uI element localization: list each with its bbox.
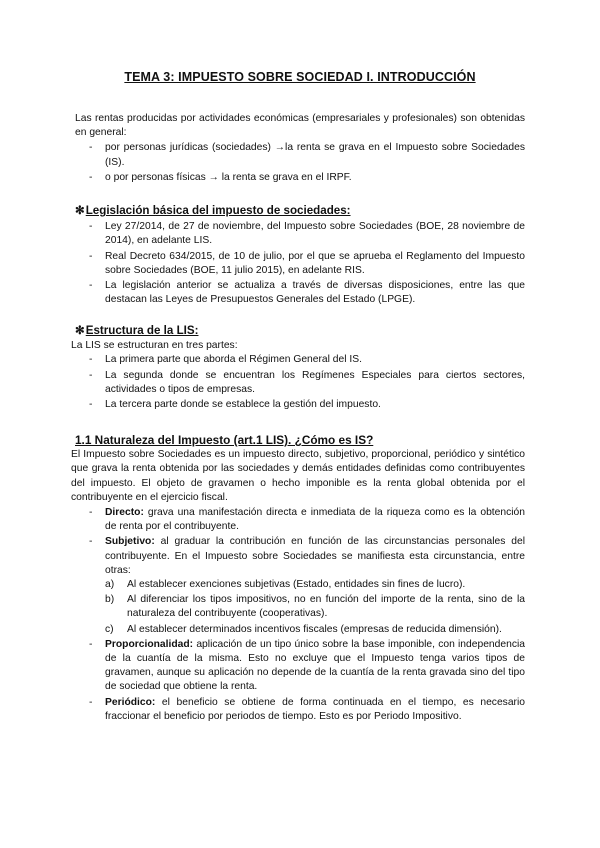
legislacion-heading [75,204,525,218]
sub-list-item [75,578,525,592]
naturaleza-heading: 1.1 Naturaleza del Impuesto (art.1 LIS). ¿Cómo es IS? [75,433,374,447]
naturaleza-list [75,506,525,724]
periodico-text: el beneficio se obtiene de forma continuada en el tiempo, es necesario fraccionar el beneficio por periodos de tiempo. Esto es por Periodo Impositivo. [105,696,525,722]
list-item: - La tercera parte donde se establece la gestión del impuesto. [75,398,525,412]
asterisk-icon: ✻ [75,204,85,217]
list-item: - La segunda donde se encuentran los Regímenes Especiales para ciertos sectores, actividades o tipos de empresas. [75,369,525,397]
sub-list-marker: c) [105,623,114,635]
page-title: TEMA 3: IMPUESTO SOBRE SOCIEDAD I. INTRODUCCIÓN [124,70,476,84]
term-subjetivo: Subjetivo: [105,536,155,548]
list-item: - Real Decreto 634/2015, de 10 de julio, por el que se aprueba el Reglamento del Impuesto sobre Sociedades (BOE, 11 julio 2015), en adelante RIS. [75,250,525,278]
sub-list-text: Al establecer determinados incentivos fiscales (empresas de reducida dimensión). [127,623,502,635]
legislacion-section [75,204,525,308]
sub-list-item [75,593,525,621]
list-item: - La primera parte que aborda el Régimen General del IS. [75,353,525,367]
intro-list [75,141,525,185]
estructura-list [75,353,525,412]
sub-list-text: Al establecer exenciones subjetivas (Estado, entidades sin fines de lucro). [127,579,466,591]
sub-list-marker: b) [105,594,115,606]
list-item: - La legislación anterior se actualiza a través de diversas disposiciones, entre las que destacan las Leyes de Presupuestos Generales del Estado (LPGE). [75,279,525,307]
intro-section [75,112,525,186]
sub-list-item [75,623,525,637]
subjetivo-text: al graduar la contribución en función de las circunstancias personales del contribuyente. En el Impuesto sobre Sociedades se manifiesta esta circunstancia, entre otras: [105,536,525,576]
list-item: - Ley 27/2014, de 27 de noviembre, del Impuesto sobre Sociedades (BOE, 28 noviembre de 2014), en adelante LIS. [75,220,525,248]
term-directo: Directo: [105,507,144,519]
list-item: - o por personas físicas → la renta se grava en el IRPF. [75,171,525,185]
directo-text: grava una manifestación directa e inmediata de la riqueza como es la obtención de renta por el contribuyente. [105,507,525,533]
estructura-intro: La LIS se estructuran en tres partes: [71,340,238,352]
naturaleza-paragraph: El Impuesto sobre Sociedades es un impuesto directo, subjetivo, proporcional, periódico y sintético que grava la renta obtenida por las sociedades y demás entidades definidas como contribuyentes del impuesto. El objeto de gravamen o hecho imponible es la renta global obtenida por el contribuyente en el ejercicio fiscal. [71,449,525,503]
list-item-subjetivo [75,535,525,636]
list-item-directo [75,506,525,534]
legislacion-heading-text: Legislación básica del impuesto de sociedades: [85,204,351,217]
proporcionalidad-text: aplicación de un tipo único sobre la base imponible, con independencia de la cuantía de la misma. Esto no excluye que el Impuesto tenga varios tipos de gravamen, aunque su aplicación no depende de la cuantía de la renta gravada sino del tipo de sociedad que obtiene la renta. [105,638,525,693]
list-item: - por personas jurídicas (sociedades) →la renta se grava en el Impuesto sobre Sociedades (IS). [75,141,525,169]
estructura-section [71,324,525,413]
list-item-periodico [75,696,525,724]
term-periodico: Periódico: [105,696,156,708]
subjetivo-sublist [75,578,525,637]
asterisk-icon: ✻ [75,324,85,337]
legislacion-list [75,220,525,307]
intro-paragraph: Las rentas producidas por actividades económicas (empresariales y profesionales) son obtenidas en general: [75,113,525,139]
sub-list-text: Al diferenciar los tipos impositivos, no en función del importe de la renta, sino de la naturaleza del contribuyente (cooperativas). [127,594,525,620]
list-item-proporcionalidad [75,638,525,695]
estructura-heading-text: Estructura de la LIS: [85,324,199,337]
term-proporcionalidad: Proporcionalidad: [105,638,194,650]
sub-list-marker: a) [105,579,115,591]
naturaleza-section [71,433,525,725]
estructura-heading [75,324,525,338]
